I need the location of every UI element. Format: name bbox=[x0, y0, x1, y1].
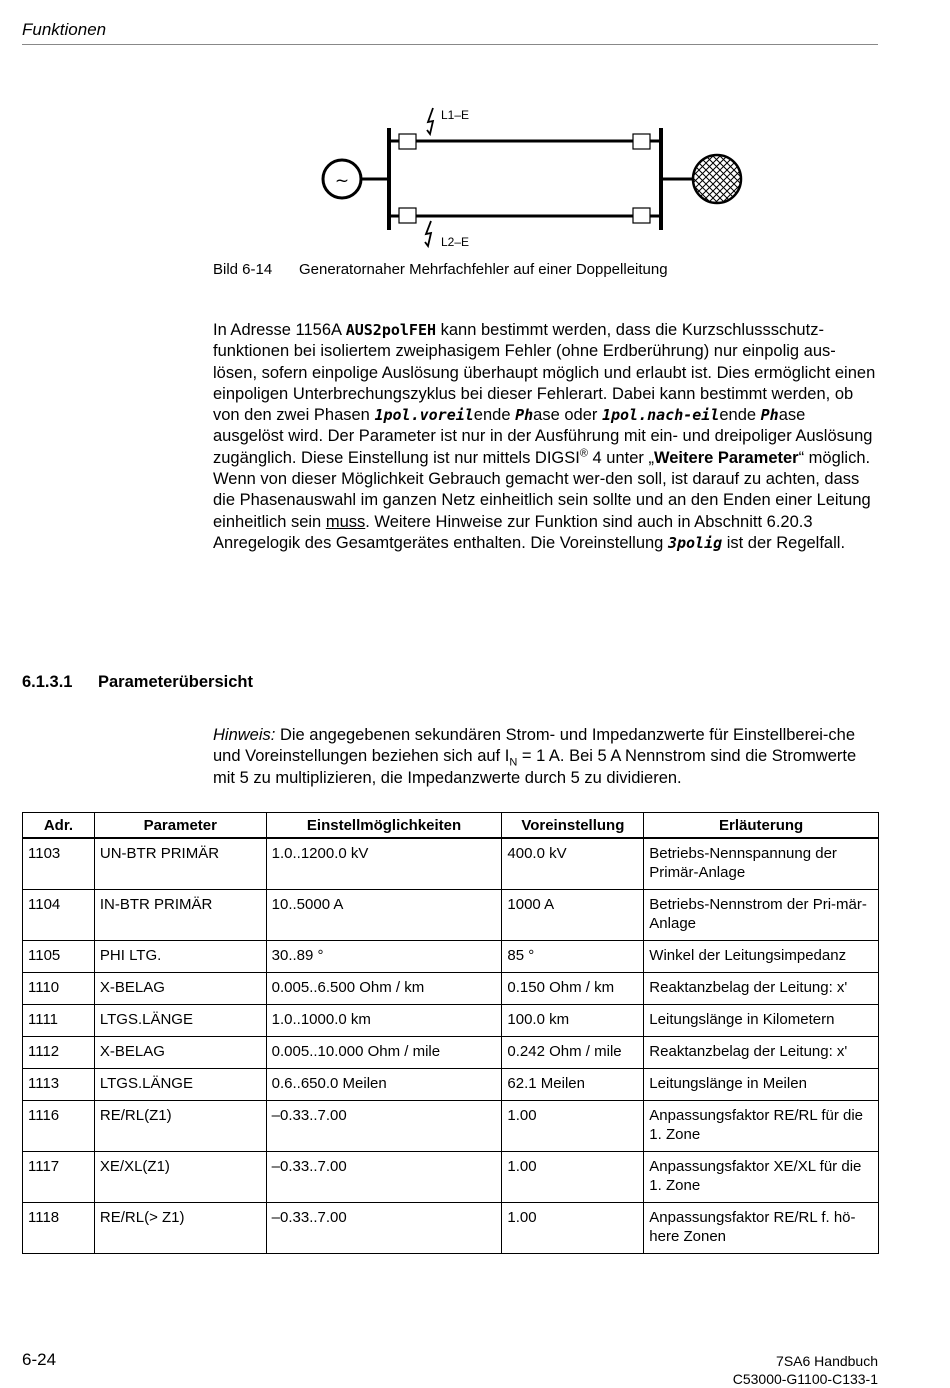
table-row bbox=[23, 838, 879, 889]
table-cell: 1.0..1200.0 kV bbox=[266, 838, 502, 889]
table-cell: 1105 bbox=[23, 940, 95, 972]
table-cell: 400.0 kV bbox=[502, 838, 644, 889]
table-cell: 100.0 km bbox=[502, 1004, 644, 1036]
table-row bbox=[23, 1151, 879, 1202]
breaker-icon bbox=[399, 134, 416, 149]
figure-caption bbox=[213, 261, 668, 278]
table-cell: RE/RL(Z1) bbox=[94, 1100, 266, 1151]
fault-label-l2: L2–E bbox=[441, 235, 470, 249]
table-cell: XE/XL(Z1) bbox=[94, 1151, 266, 1202]
table-cell: UN-BTR PRIMÄR bbox=[94, 838, 266, 889]
table-row bbox=[23, 972, 879, 1004]
table-cell: Betriebs-Nennspannung der Primär-Anlage bbox=[644, 838, 879, 889]
table-row bbox=[23, 889, 879, 940]
column-header: Erläuterung bbox=[644, 813, 879, 839]
network-icon bbox=[693, 155, 741, 203]
table-cell: –0.33..7.00 bbox=[266, 1202, 502, 1253]
table-cell: Betriebs-Nennstrom der Pri-mär-Anlage bbox=[644, 889, 879, 940]
footer-manual bbox=[733, 1352, 878, 1388]
table-cell: Anpassungsfaktor XE/XL für die 1. Zone bbox=[644, 1151, 879, 1202]
column-header: Parameter bbox=[94, 813, 266, 839]
table-cell: 0.242 Ohm / mile bbox=[502, 1036, 644, 1068]
section-heading bbox=[22, 673, 253, 692]
note-paragraph: Hinweis: Die angegebenen sekundären Strom- und Impedanzwerte für Einstellberei-che und Voreinstellungen beziehen sich auf $I_N = 1$ A. Bei 5 A Nennstrom sind die Stromwerte mit 5 zu multiplizieren, die Impedanzwerte durch 5 zu dividieren. bbox=[213, 726, 857, 787]
table-cell: 30..89 ° bbox=[266, 940, 502, 972]
table-cell: –0.33..7.00 bbox=[266, 1100, 502, 1151]
table-row bbox=[23, 1068, 879, 1100]
table-cell: 0.150 Ohm / km bbox=[502, 972, 644, 1004]
table-cell: 1118 bbox=[23, 1202, 95, 1253]
code-param: 3polig bbox=[667, 533, 723, 552]
underlined-term: muss bbox=[325, 512, 366, 531]
table-cell: LTGS.LÄNGE bbox=[94, 1068, 266, 1100]
table-cell: Anpassungsfaktor RE/RL für die 1. Zone bbox=[644, 1100, 879, 1151]
table-cell: X-BELAG bbox=[94, 1036, 266, 1068]
table-cell: 0.005..6.500 Ohm / km bbox=[266, 972, 502, 1004]
table-cell: 1.0..1000.0 km bbox=[266, 1004, 502, 1036]
header-rule bbox=[22, 44, 878, 45]
table-cell: 1117 bbox=[23, 1151, 95, 1202]
table-cell: Leitungslänge in Meilen bbox=[644, 1068, 879, 1100]
table-row bbox=[23, 1100, 879, 1151]
double-line-diagram bbox=[300, 100, 760, 255]
code-param: 1pol.voreil bbox=[374, 406, 474, 425]
table-cell: 1113 bbox=[23, 1068, 95, 1100]
page-number: 6-24 bbox=[22, 1350, 57, 1369]
table-cell: Leitungslänge in Kilometern bbox=[644, 1004, 879, 1036]
fault-lightning-icon bbox=[425, 221, 431, 246]
table-cell: 1000 A bbox=[502, 889, 644, 940]
body-paragraph: In Adresse 1156A AUS2polFEH kann bestimmt werden, dass die Kurzschlussschutz-funktionen bei isoliertem zweiphasigem Fehler (ohne Erdberührung) nur einpolig aus-lösen, sofern einpolige Auslösung überhaupt möglich und erlaubt ist. Dies ermöglicht einen einpoligen Unterbrechungszyklus bei dieser Fehlerart. Dabei kann bestimmt werden, ob von den zwei Phasen 1pol.voreilende Phase oder 1pol.nach-eilende Phase ausgelöst wird. Der Parameter ist nur in der Ausführung mit ein- und dreipoliger Auslösung zugänglich. Diese Einstellung ist nur mittels DIGSI® 4 unter „Weitere Parameter“ möglich. Wenn von dieser Möglichkeit Gebrauch gemacht wer-den soll, ist darauf zu achten, dass die Phasenauswahl im ganzen Netz einheitlich sein sollte und an den Enden einer Leitung einheitlich sein muss. Weitere Hinweise zur Funktion sind auch in Abschnitt 6.20.3 Anregelogik des Gesamtgerätes enthalten. Die Voreinstellung 3polig ist der Regelfall. bbox=[213, 321, 876, 552]
table-cell: Anpassungsfaktor RE/RL f. hö-here Zonen bbox=[644, 1202, 879, 1253]
table-cell: IN-BTR PRIMÄR bbox=[94, 889, 266, 940]
table-cell: 10..5000 A bbox=[266, 889, 502, 940]
figure-caption-text: Generatornaher Mehrfachfehler auf einer Doppelleitung bbox=[299, 261, 668, 278]
code-param: AUS2polFEH bbox=[345, 321, 437, 339]
fault-label-l1: L1–E bbox=[441, 108, 470, 122]
table-cell: 1110 bbox=[23, 972, 95, 1004]
table-row bbox=[23, 1036, 879, 1068]
table-cell: 1.00 bbox=[502, 1100, 644, 1151]
table-cell: Reaktanzbelag der Leitung: x' bbox=[644, 1036, 879, 1068]
section-title: Parameterübersicht bbox=[98, 673, 253, 691]
code-param: Ph bbox=[515, 406, 534, 425]
table-cell: Winkel der Leitungsimpedanz bbox=[644, 940, 879, 972]
manual-title: 7SA6 Handbuch bbox=[776, 1353, 878, 1369]
table-cell: 1112 bbox=[23, 1036, 95, 1068]
table-cell: 0.6..650.0 Meilen bbox=[266, 1068, 502, 1100]
fault-lightning-icon bbox=[427, 108, 433, 134]
column-header: Adr. bbox=[23, 813, 95, 839]
table-cell: PHI LTG. bbox=[94, 940, 266, 972]
table-cell: 85 ° bbox=[502, 940, 644, 972]
note-label: Hinweis: bbox=[213, 726, 276, 744]
table-cell: 1111 bbox=[23, 1004, 95, 1036]
table-cell: 0.005..10.000 Ohm / mile bbox=[266, 1036, 502, 1068]
code-param: Ph bbox=[760, 406, 779, 425]
column-header: Voreinstellung bbox=[502, 813, 644, 839]
table-cell: 1116 bbox=[23, 1100, 95, 1151]
bold-term: Weitere Parameter bbox=[653, 448, 799, 467]
table-cell: 1103 bbox=[23, 838, 95, 889]
table-cell: 1.00 bbox=[502, 1202, 644, 1253]
running-header: Funktionen bbox=[22, 20, 107, 39]
order-number: C53000-G1100-C133-1 bbox=[732, 1371, 878, 1387]
code-param: 1pol.nach-eil bbox=[601, 406, 720, 425]
table-header-row bbox=[23, 813, 879, 839]
table-cell: RE/RL(> Z1) bbox=[94, 1202, 266, 1253]
generator-symbol: ~ bbox=[334, 171, 350, 191]
breaker-icon bbox=[633, 208, 650, 223]
table-cell: 1.00 bbox=[502, 1151, 644, 1202]
section-number: 6.1.3.1 bbox=[22, 673, 73, 691]
table-row bbox=[23, 940, 879, 972]
table-row bbox=[23, 1004, 879, 1036]
table-cell: Reaktanzbelag der Leitung: x' bbox=[644, 972, 879, 1004]
column-header: Einstellmöglichkeiten bbox=[266, 813, 502, 839]
table-cell: X-BELAG bbox=[94, 972, 266, 1004]
breaker-icon bbox=[399, 208, 416, 223]
table-cell: 62.1 Meilen bbox=[502, 1068, 644, 1100]
figure-number: Bild 6-14 bbox=[213, 261, 273, 278]
table-cell: 1104 bbox=[23, 889, 95, 940]
table-cell: LTGS.LÄNGE bbox=[94, 1004, 266, 1036]
table-cell: –0.33..7.00 bbox=[266, 1151, 502, 1202]
parameter-table bbox=[22, 812, 879, 1254]
breaker-icon bbox=[633, 134, 650, 149]
table-row bbox=[23, 1202, 879, 1253]
